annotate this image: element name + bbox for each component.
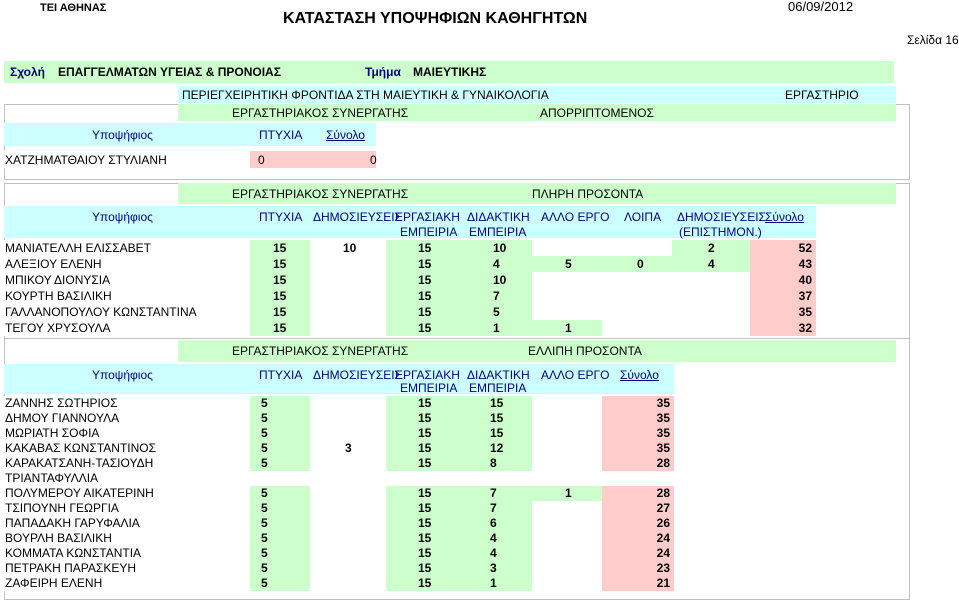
- section3-row-did: 4: [490, 546, 497, 560]
- section2-loipa-cell: [602, 272, 672, 288]
- section2-row-name: ΜΑΝΙΑΤΕΛΛΗ ΕΛΙΣΣΑΒΕΤ: [5, 241, 152, 255]
- report-date: 06/09/2012: [788, 0, 854, 14]
- section3-did-cell: [462, 501, 532, 516]
- section2-status: ΠΛΗΡΗ ΠΡΟΣΟΝΤΑ: [532, 187, 644, 201]
- section3-row-name: ΤΣΙΠΟΥΝΗ ΓΕΩΡΓΙΑ: [5, 501, 119, 515]
- section3-did-cell: [462, 486, 532, 501]
- section3-row-did: 8: [490, 456, 497, 470]
- section2-loipa-cell: [602, 304, 672, 320]
- section3-header-allo: ΑΛΛΟ ΕΡΓΟ: [541, 368, 610, 382]
- section3-row-ptyxia: 5: [261, 516, 268, 530]
- section3-allo-cell: [532, 576, 602, 591]
- section3-allo-cell: [532, 456, 602, 471]
- section3-row-did: 15: [490, 426, 504, 440]
- section2-row-total: 43: [798, 257, 812, 271]
- section2-row-erg: 15: [418, 273, 432, 287]
- section3-row-ptyxia: 5: [261, 441, 268, 455]
- page-number: Σελίδα 16: [907, 33, 959, 47]
- section3-dim-cell: [310, 546, 386, 561]
- section3-row-name: ΚΟΜΜΑΤΑ ΚΩΝΣΤΑΝΤΙΑ: [5, 546, 142, 560]
- section3-did-cell: [462, 546, 532, 561]
- section2-header-candidate: Υποψήφιος: [92, 210, 153, 224]
- section2-row-erg: 15: [418, 321, 432, 335]
- section3-row-ptyxia: 5: [261, 486, 268, 500]
- section3-dim-cell: [310, 396, 386, 411]
- section2-loipa-cell: [602, 288, 672, 304]
- course-name: ΠΕΡΙΕΓΧΕΙΡΗΤΙΚΗ ΦΡΟΝΤΙΔΑ ΣΤΗ ΜΑΙΕΥΤΙΚΗ & ΓΥΝΑΙΚΟΛΟΓΙΑ: [182, 88, 549, 102]
- section3-row-ptyxia: 5: [261, 576, 268, 590]
- section3-header-ergasiaki-2: ΕΜΠΕΙΡΙΑ: [400, 381, 458, 395]
- section3-row-total: 26: [656, 516, 670, 530]
- school-value: ΕΠΑΓΓΕΛΜΑΤΩΝ ΥΓΕΙΑΣ & ΠΡΟΝΟΙΑΣ: [58, 65, 281, 79]
- section3-status: ΕΛΛΙΠΗ ΠΡΟΣΟΝΤΑ: [528, 344, 642, 358]
- section2-row-ptyxia: 15: [273, 289, 287, 303]
- section2-header-didaktiki-2: ΕΜΠΕΙΡΙΑ: [469, 225, 527, 239]
- section3-row-ptyxia: 5: [261, 561, 268, 575]
- section3-row-erg: 15: [418, 396, 432, 410]
- section3-header-didaktiki: ΔΙΔΑΚΤΙΚΗ: [467, 368, 530, 382]
- section2-row-did: 7: [493, 289, 500, 303]
- section3-row-ptyxia: 5: [261, 426, 268, 440]
- school-label: Σχολή: [10, 65, 46, 79]
- section2-row-did: 10: [493, 241, 507, 255]
- section2-header-didaktiki: ΔΙΔΑΚΤΙΚΗ: [467, 210, 530, 224]
- section2-allo-cell: [532, 304, 602, 320]
- section3-row-erg: 15: [418, 501, 432, 515]
- section3-header-total: Σύνολο: [620, 368, 659, 382]
- section3-row-erg: 15: [418, 486, 432, 500]
- section3-row-name: ΚΑΚΑΒΑΣ ΚΩΝΣΤΑΝΤΙΝΟΣ: [5, 441, 157, 455]
- section1-header-band: [4, 123, 376, 146]
- section1-status-label: ΑΠΟΡΡΙΠΤΟΜΕΝΟΣ: [540, 106, 654, 120]
- section2-row-ptyxia: 15: [273, 241, 287, 255]
- section2-row-allo: 5: [565, 257, 572, 271]
- section2-row-ptyxia: 15: [273, 273, 287, 287]
- section3-row-did: 15: [490, 396, 504, 410]
- section2-row-erg: 15: [418, 241, 432, 255]
- section2-header-ergasiaki: ΕΡΓΑΣΙΑΚΗ: [395, 210, 460, 224]
- section3-ptyxia-cell: [250, 441, 310, 456]
- section3-row-ptyxia: 5: [261, 396, 268, 410]
- section2-dim-cell: [310, 320, 386, 336]
- page-title: ΚΑΤΑΣΤΑΣΗ ΥΠΟΨΗΦΙΩΝ ΚΑΘΗΓΗΤΩΝ: [283, 10, 588, 27]
- section3-did-cell: [462, 576, 532, 591]
- section1-header-total: Σύνολο: [326, 128, 365, 142]
- section2-dim-cell: [310, 272, 386, 288]
- section3-allo-cell: [532, 531, 602, 546]
- section3-row-did: 7: [490, 501, 497, 515]
- section2-allo-cell: [532, 288, 602, 304]
- section2-row-erg: 15: [418, 305, 432, 319]
- section3-allo-cell: [532, 441, 602, 456]
- section3-dim-cell: [310, 561, 386, 576]
- section3-row-name: ΒΟΥΡΛΗ ΒΑΣΙΛΙΚΗ: [5, 531, 112, 545]
- section2-header-loipa: ΛΟΙΠΑ: [624, 210, 662, 224]
- section3-ptyxia-cell: [250, 456, 310, 471]
- section3-row-ptyxia: 5: [261, 501, 268, 515]
- section3-row-erg: 15: [418, 546, 432, 560]
- section3-row-total: 35: [656, 396, 670, 410]
- section3-dim-cell: [310, 456, 386, 471]
- section3-row-name: ΠΕΤΡΑΚΗ ΠΑΡΑΣΚΕΥΗ: [5, 561, 137, 575]
- section2-dim-cell: [310, 256, 386, 272]
- section3-dim-cell: [310, 516, 386, 531]
- course-type: ΕΡΓΑΣΤΗΡΙΟ: [785, 88, 859, 102]
- institution-name: ΤΕΙ ΑΘΗΝΑΣ: [40, 2, 107, 14]
- section2-header-ptyxia: ΠΤΥΧΙΑ: [259, 210, 303, 224]
- section3-row-ptyxia: 5: [261, 411, 268, 425]
- section2-dimep-cell: [672, 304, 750, 320]
- section1-header-ptyxia: ΠΤΥΧΙΑ: [259, 128, 303, 142]
- section1-role-label: ΕΡΓΑΣΤΗΡΙΑΚΟΣ ΣΥΝΕΡΓΑΤΗΣ: [232, 106, 409, 120]
- section3-row-erg: 15: [418, 426, 432, 440]
- section3-ptyxia-cell: [250, 396, 310, 411]
- section3-ptyxia-cell: [250, 561, 310, 576]
- section2-row-name: ΤΕΓΟΥ ΧΡΥΣΟΥΛΑ: [5, 321, 111, 335]
- section2-loipa-cell: [602, 240, 672, 256]
- section3-row-ptyxia: 5: [261, 531, 268, 545]
- section3-dim-cell: [310, 501, 386, 516]
- section2-row-name: ΑΛΕΞΙΟΥ ΕΛΕΝΗ: [5, 257, 102, 271]
- section3-did-cell: [462, 516, 532, 531]
- section2-dimep-cell: [672, 320, 750, 336]
- section3-allo-cell: [532, 426, 602, 441]
- section3-dim-cell: [310, 411, 386, 426]
- section3-row-did: 12: [490, 441, 504, 455]
- section2-row-name: ΜΠΙΚΟΥ ΔΙΟΝΥΣΙΑ: [5, 273, 111, 287]
- section2-header-allo: ΑΛΛΟ ΕΡΓΟ: [541, 210, 610, 224]
- section3-row-name: ΚΑΡΑΚΑΤΣΑΝΗ-ΤΑΣΙΟΥΔΗ: [5, 456, 154, 470]
- section3-row-ptyxia: 5: [261, 456, 268, 470]
- section3-row-name: ΖΑΝΝΗΣ ΣΩΤΗΡΙΟΣ: [5, 396, 118, 410]
- section3-dim-cell: [310, 486, 386, 501]
- section3-ptyxia-cell: [250, 486, 310, 501]
- section3-did-cell: [462, 531, 532, 546]
- section3-allo-cell: [532, 501, 602, 516]
- section3-ptyxia-cell: [250, 546, 310, 561]
- section3-row-name: ΠΟΛΥΜΕΡΟΥ ΑΙΚΑΤΕΡΙΝΗ: [5, 486, 154, 500]
- section1-row-highlight: [250, 151, 376, 168]
- section3-row-did: 1: [490, 576, 497, 590]
- department-label: Τμήμα: [365, 65, 401, 79]
- section2-row-total: 35: [798, 305, 812, 319]
- section2-row-total: 32: [798, 321, 812, 335]
- section2-role: ΕΡΓΑΣΤΗΡΙΑΚΟΣ ΣΥΝΕΡΓΑΤΗΣ: [232, 187, 409, 201]
- section2-allo-cell: [532, 240, 602, 256]
- section3-row-did: 15: [490, 411, 504, 425]
- section3-row-total: 35: [656, 441, 670, 455]
- section3-ptyxia-cell: [250, 576, 310, 591]
- section3-row-did: 7: [490, 486, 497, 500]
- section2-row-did: 5: [493, 305, 500, 319]
- section3-row-erg: 15: [418, 561, 432, 575]
- section3-row-total: 24: [656, 546, 670, 560]
- section3-allo-cell: [532, 516, 602, 531]
- section3-row-total: 35: [656, 411, 670, 425]
- section2-row-did: 1: [493, 321, 500, 335]
- department-value: ΜΑΙΕΥΤΙΚΗΣ: [413, 65, 487, 79]
- section2-row-allo: 1: [565, 321, 572, 335]
- section3-dim-cell: [310, 576, 386, 591]
- section2-header-dim-ep-2: (ΕΠΙΣΤΗΜΟΝ.): [679, 225, 762, 239]
- section3-row-total: 28: [656, 486, 670, 500]
- section3-row-total: 35: [656, 426, 670, 440]
- section3-row-erg: 15: [418, 576, 432, 590]
- section3-ptyxia-cell: [250, 501, 310, 516]
- section3-row-total: 23: [656, 561, 670, 575]
- section2-row-name: ΚΟΥΡΤΗ ΒΑΣΙΛΙΚΗ: [5, 289, 112, 303]
- section2-dimep-cell: [672, 272, 750, 288]
- section3-row-total: 24: [656, 531, 670, 545]
- section3-row-name: ΠΑΠΑΔΑΚΗ ΓΑΡΥΦΑΛΙΑ: [5, 516, 140, 530]
- section3-row-erg: 15: [418, 441, 432, 455]
- section2-row-ptyxia: 15: [273, 321, 287, 335]
- section3-header-ptyxia: ΠΤΥΧΙΑ: [259, 368, 303, 382]
- section3-row-total: 28: [656, 456, 670, 470]
- section3-ptyxia-cell: [250, 531, 310, 546]
- section3-row-erg: 15: [418, 516, 432, 530]
- section3-row-total: 21: [656, 576, 670, 590]
- section2-row-did: 10: [493, 273, 507, 287]
- section3-row-name: ΔΗΜΟΥ ΓΙΑΝΝΟΥΛΑ: [5, 411, 120, 425]
- section1-row-name: ΧΑΤΖΗΜΑΤΘΑΙΟΥ ΣΤΥΛΙΑΝΗ: [5, 153, 167, 167]
- section2-row-dim: 10: [343, 241, 357, 255]
- section3-ptyxia-cell: [250, 516, 310, 531]
- section3-dim-cell: [310, 426, 386, 441]
- section3-allo-cell: [532, 546, 602, 561]
- section2-row-total: 37: [798, 289, 812, 303]
- section2-row-name: ΓΑΛΛΑΝΟΠΟΥΛΟΥ ΚΩΝΣΤΑΝΤΙΝΑ: [5, 305, 197, 319]
- section2-dim-cell: [310, 288, 386, 304]
- section2-row-loipa: 0: [637, 257, 644, 271]
- section1-row-ptyxia: 0: [258, 153, 265, 167]
- section2-header-dimosieuseis: ΔΗΜΟΣΙΕΥΣΕΙΣ: [313, 210, 402, 224]
- section2-row-total: 40: [798, 273, 812, 287]
- section2-row-did: 4: [493, 257, 500, 271]
- section3-did-cell: [462, 456, 532, 471]
- section2-row-total: 52: [798, 241, 812, 255]
- section3-allo-cell: [532, 561, 602, 576]
- section3-row-ptyxia: 5: [261, 546, 268, 560]
- section2-allo-cell: [532, 272, 602, 288]
- section3-allo-cell: [532, 411, 602, 426]
- section2-header-ergasiaki-2: ΕΜΠΕΙΡΙΑ: [400, 225, 458, 239]
- section3-row-name-2: ΤΡΙΑΝΤΑΦΥΛΛΙΑ: [5, 471, 99, 485]
- section3-did-cell: [462, 561, 532, 576]
- section2-row-dimep: 2: [708, 241, 715, 255]
- section3-row-allo: 1: [565, 486, 572, 500]
- section3-row-name: ΖΑΦΕΙΡΗ ΕΛΕΝΗ: [5, 576, 103, 590]
- section2-header-dim-ep: ΔΗΜΟΣΙΕΥΣΕΙΣ: [677, 210, 766, 224]
- section3-header-didaktiki-2: ΕΜΠΕΙΡΙΑ: [469, 381, 527, 395]
- section1-header-candidate: Υποψήφιος: [92, 128, 153, 142]
- section2-row-ptyxia: 15: [273, 257, 287, 271]
- section2-loipa-cell: [602, 320, 672, 336]
- section3-row-dim: 3: [345, 441, 352, 455]
- section3-row-name: ΜΩΡΙΑΤΗ ΣΟΦΙΑ: [5, 426, 100, 440]
- section3-row-did: 4: [490, 531, 497, 545]
- section2-row-dimep: 4: [708, 257, 715, 271]
- section3-header-candidate: Υποψήφιος: [92, 368, 153, 382]
- section3-role: ΕΡΓΑΣΤΗΡΙΑΚΟΣ ΣΥΝΕΡΓΑΤΗΣ: [232, 344, 409, 358]
- section2-row-erg: 15: [418, 257, 432, 271]
- section3-row-did: 3: [490, 561, 497, 575]
- section3-ptyxia-cell: [250, 411, 310, 426]
- section3-row-total: 27: [656, 501, 670, 515]
- section3-allo-cell: [532, 396, 602, 411]
- section3-header-dimosieuseis: ΔΗΜΟΣΙΕΥΣΕΙΣ: [313, 368, 402, 382]
- section3-ptyxia-cell: [250, 426, 310, 441]
- section2-dimep-cell: [672, 288, 750, 304]
- section2-row-erg: 15: [418, 289, 432, 303]
- section2-dim-cell: [310, 304, 386, 320]
- section3-row-erg: 15: [418, 411, 432, 425]
- section3-row-did: 6: [490, 516, 497, 530]
- section3-header-ergasiaki: ΕΡΓΑΣΙΑΚΗ: [395, 368, 460, 382]
- section3-row-erg: 15: [418, 531, 432, 545]
- section3-row-erg: 15: [418, 456, 432, 470]
- section2-header-total: Σύνολο: [765, 210, 804, 224]
- section1-row-total: 0: [370, 153, 377, 167]
- section3-dim-cell: [310, 531, 386, 546]
- section2-row-ptyxia: 15: [273, 305, 287, 319]
